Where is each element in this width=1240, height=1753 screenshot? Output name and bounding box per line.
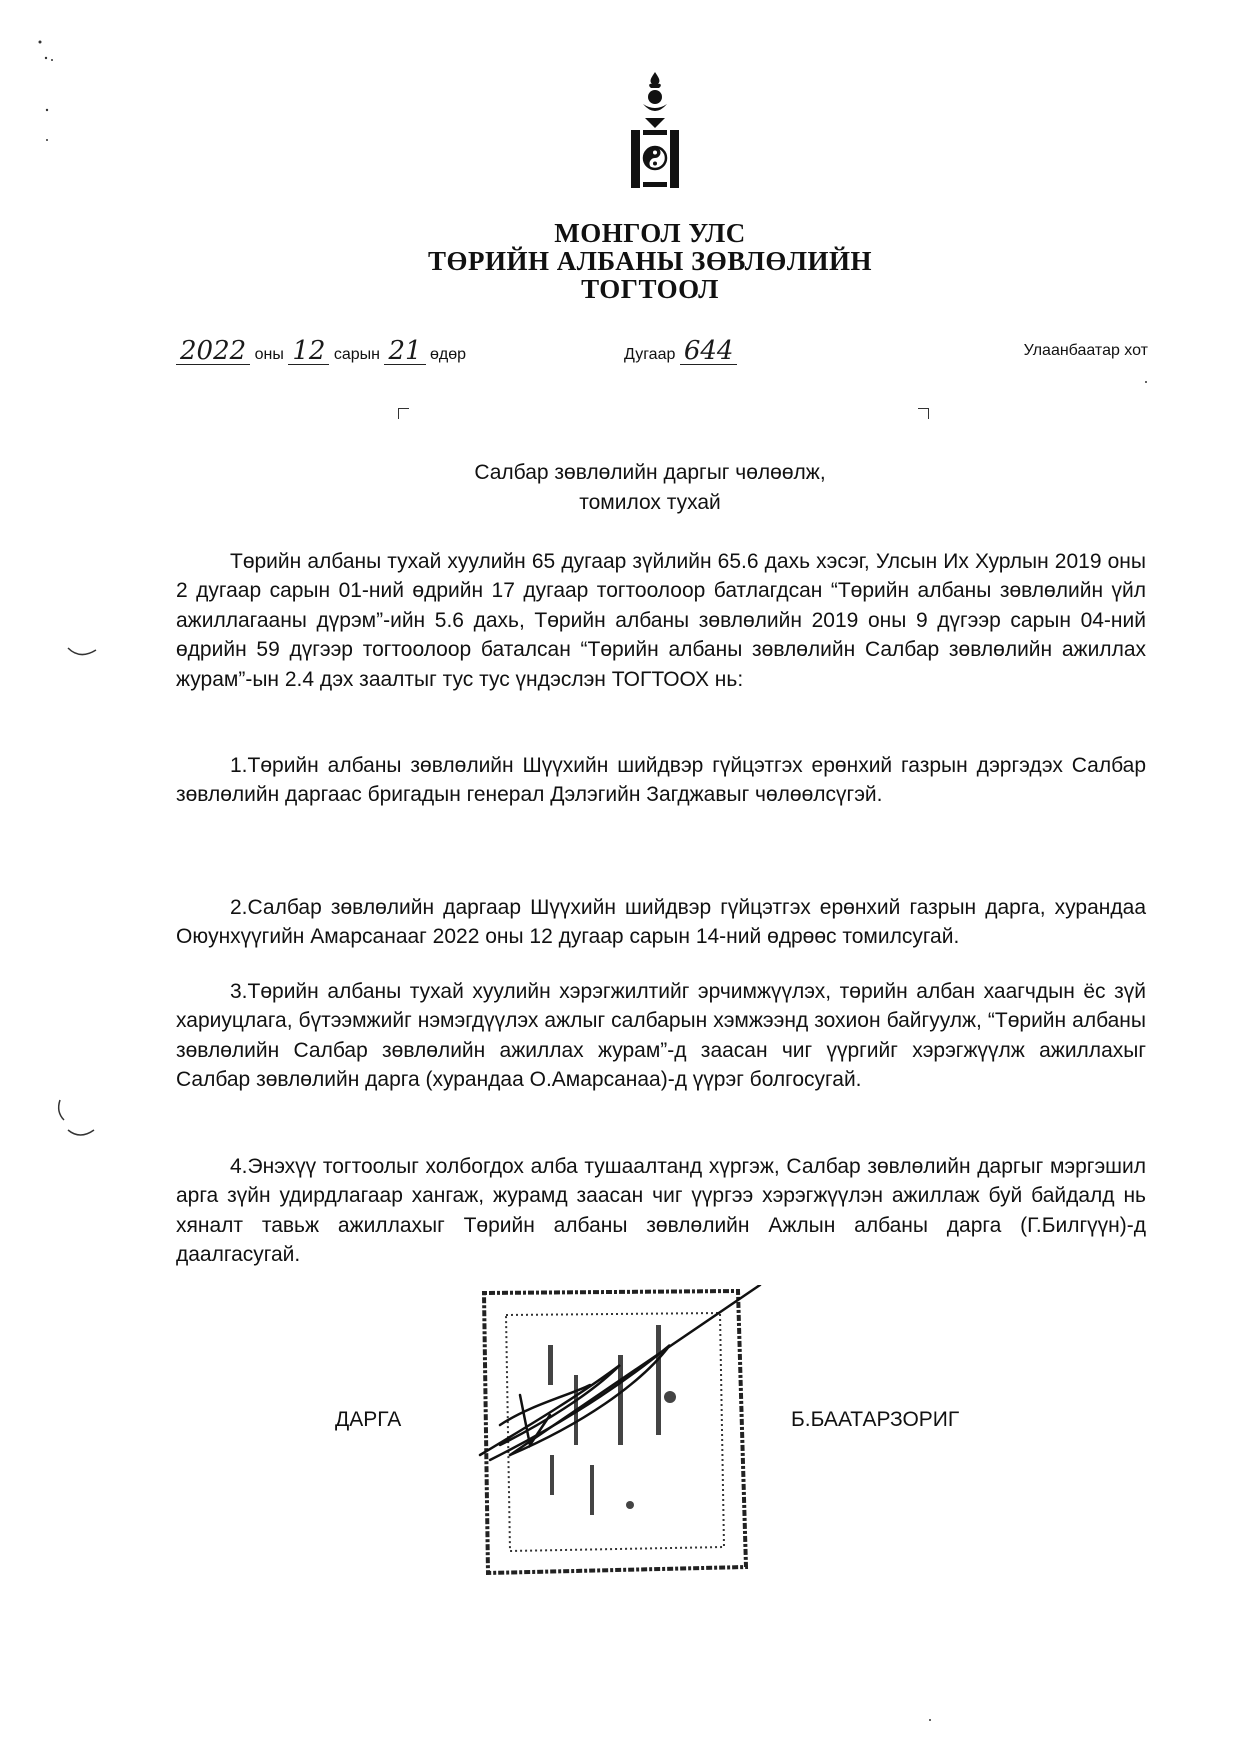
official-seal-stamp	[470, 1285, 770, 1580]
document-date	[176, 338, 466, 365]
document-title-line2: томилох тухай	[579, 491, 721, 514]
header-doc-type: ТОГТООЛ	[581, 274, 719, 304]
resolution-item-3: 3.Төрийн албаны тухай хуулийн хэрэгжилтийг эрчимжүүлэх, төрийн албан хаагчдын ёс зүй хариуцлага, бүтээмжийг нэмэгдүүлэх ажлыг салбарын хэмжээнд зохион байгуулж, “Төрийн албаны зөвлөлийн Салбар зөвлөлийн ажиллах журам”-д заасан чиг үүргийг хэрэгжүүлж ажиллахыг Салбар зөвлөлийн дарга (хурандаа О.Амарсанаа)-д үүрэг болгосугай.	[176, 980, 1146, 1092]
number-value: 644	[680, 338, 738, 365]
header-country: МОНГОЛ УЛС	[554, 218, 746, 248]
signatory-title: ДАРГА	[335, 1408, 402, 1431]
header-organization: ТӨРИЙН АЛБАНЫ ЗӨВЛӨЛИЙН	[427, 246, 873, 276]
signatory-name: Б.БААТАРЗОРИГ	[791, 1408, 960, 1431]
state-emblem-icon	[625, 70, 685, 192]
date-day-suffix: өдөр	[430, 346, 467, 363]
resolution-item-1: 1.Төрийн албаны зөвлөлийн Шүүхийн шийдвэр гүйцэтгэх ерөнхий газрын дэргэдэх Салбар зөвлөлийн даргаас бригадын генерал Дэлэгийн Загджавыг чөлөөлсүгэй.	[176, 754, 1146, 807]
date-month: 12	[288, 338, 329, 365]
title-corner-left	[398, 408, 409, 419]
document-city: Улаанбаатар хот	[1023, 342, 1148, 359]
number-label: Дугаар	[624, 346, 676, 363]
date-year: 2022	[176, 338, 250, 365]
resolution-item-4: 4.Энэхүү тогтоолыг холбогдох алба тушаалтанд хүргэж, Салбар зөвлөлийн даргыг мэргэшил арга зүйн удирдлагаар хангаж, журамд заасан чиг үүргээ хэрэгжүүлэн ажиллаж буй байдалд нь хяналт тавьж ажиллахыг Төрийн албаны зөвлөлийн Ажлын албаны дарга (Г.Билгүүн)-д даалгасугай.	[176, 1155, 1146, 1267]
date-month-suffix: сарын	[333, 346, 380, 363]
document-number	[624, 338, 737, 365]
preamble-paragraph: Төрийн албаны тухай хуулийн 65 дугаар зүйлийн 65.6 дахь хэсэг, Улсын Их Хурлын 2019 оны 2 дугаар сарын 01-ний өдрийн 17 дугаар тогтоолоор батлагдсан “Төрийн албаны зөвлөлийн үйл ажиллагааны дүрэм”-ийн 5.6 дахь, Төрийн албаны зөвлөлийн 2019 оны 9 дүгээр сарын 04-ний өдрийн 59 дүгээр тогтоолоор баталсан “Төрийн албаны зөвлөлийн Салбар зөвлөлийн ажиллах журам”-ын 2.4 дэх заалтыг тус тус үндэслэн ТОГТООХ нь:	[176, 550, 1146, 691]
date-day: 21	[384, 338, 425, 365]
resolution-item-2: 2.Салбар зөвлөлийн даргаар Шүүхийн шийдвэр гүйцэтгэх ерөнхий газрын дарга, хурандаа Оюунхүүгийн Амарсанааг 2022 оны 12 дугаар сарын 14-ний өдрөөс томилсугай.	[176, 896, 1146, 949]
title-corner-right	[918, 408, 929, 419]
date-year-suffix: оны	[254, 346, 284, 363]
document-title-line1: Салбар зөвлөлийн даргыг чөлөөлж,	[474, 461, 826, 484]
